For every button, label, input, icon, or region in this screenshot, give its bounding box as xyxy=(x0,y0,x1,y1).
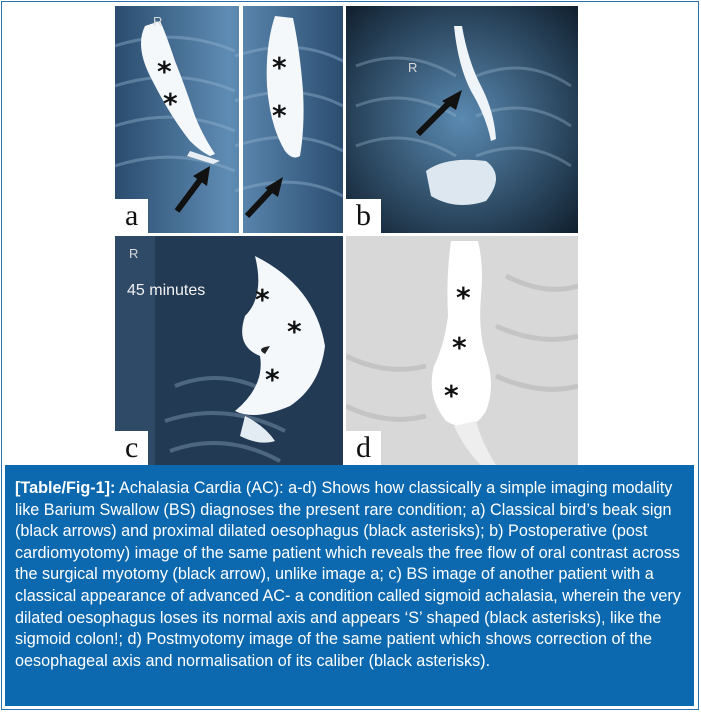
panel-c-time-label: 45 minutes xyxy=(127,282,206,299)
panel-c-r-marker: R xyxy=(129,246,139,261)
panel-d-xray xyxy=(346,236,578,465)
caption-text: Achalasia Cardia (AC): a-d) Shows how classically a simple imaging modality like Barium Swallow (BS) diagnoses the present rare condition; a) Classical bird’s beak sign (black arrows) and proximal dilated oesophagus (black asterisks); b) Postoperative (post cardiomyotomy) image of the same patient which reveals the free flow of oral contrast across the surgical myotomy (black arrow), unlike image a; c) BS image of another patient with a classical appearance of advanced AC- a condition called sigmoid achalasia, wherein the very dilated oesophagus loses its normal axis and appears ‘S’ shaped (black asterisks), like the sigmoid colon!; d) Postmyotomy image of the same patient which shows correction of the oesophageal axis and normalisation of its caliber (black asterisks). xyxy=(15,479,681,670)
panel-a-asterisk-1: * xyxy=(157,55,172,88)
panel-c-asterisk-3: * xyxy=(265,363,280,396)
panel-a-xray xyxy=(115,6,343,233)
panel-c-image xyxy=(115,236,343,465)
panel-c-label: c xyxy=(115,431,148,465)
panel-d-label: d xyxy=(346,431,381,465)
panel-b-xray xyxy=(346,6,578,233)
panel-a-r-marker: R xyxy=(153,14,163,29)
panel-d-asterisk-1: * xyxy=(456,281,471,314)
panel-a-label: a xyxy=(115,199,148,233)
panel-b-r-marker: R xyxy=(408,60,418,75)
panel-c-xray xyxy=(115,236,343,465)
panel-b-label: b xyxy=(346,199,381,233)
panel-a-asterisk-3: * xyxy=(272,51,287,84)
caption-tag: [Table/Fig-1]: xyxy=(15,479,116,497)
panel-c-asterisk-2: * xyxy=(287,315,302,348)
panel-a-image xyxy=(115,6,343,233)
panel-a-asterisk-2: * xyxy=(163,87,178,120)
panel-a-asterisk-4: * xyxy=(272,99,287,132)
figure-caption xyxy=(5,465,694,706)
panel-d-asterisk-3: * xyxy=(444,379,459,412)
panel-d-asterisk-2: * xyxy=(452,331,467,364)
panel-c-asterisk-1: * xyxy=(255,283,270,316)
